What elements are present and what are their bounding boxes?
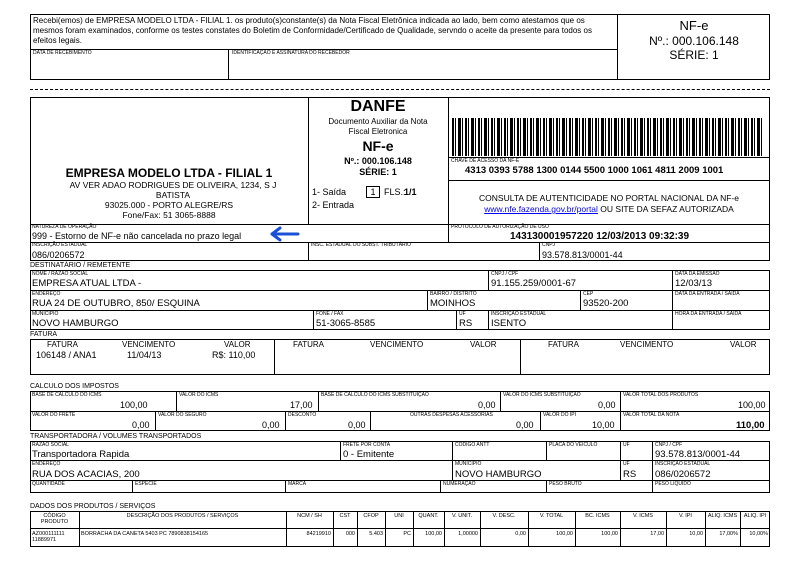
header-v2	[448, 97, 449, 225]
dest-h1	[30, 290, 770, 291]
fatura-v2	[520, 339, 521, 375]
tr-cnpj-label: CNPJ / CPF	[655, 442, 683, 448]
outras-value: 0,00	[516, 420, 534, 430]
dest-v-fone	[313, 310, 314, 330]
produtos-section: DADOS DOS PRODUTOS / SERVIÇOS	[30, 503, 156, 510]
ie-value: 086/0206572	[32, 250, 85, 260]
canhoto-nfe-title: NF-e	[679, 18, 709, 33]
dest-cnpj-value: 91.155.259/0001-67	[491, 278, 577, 289]
tr-uf2-label: UF	[623, 461, 630, 467]
canhoto-nfe-number: Nº.: 000.106.148	[649, 34, 739, 48]
icms-st-value: 0,00	[598, 400, 616, 410]
emitente-address: AV VER ADAO RODRIGUES DE OLIVEIRA, 1234, S J BATISTA	[69, 180, 277, 200]
dest-v-cnpj	[488, 270, 489, 290]
identificacao-label: IDENTIFICAÇÃO E ASSINATURA DO RECEBEDOR	[232, 50, 350, 56]
dest-ie-value: ISENTO	[491, 318, 527, 329]
danfe-fls-label: FLS.:	[384, 187, 406, 197]
produtos-header-aliqipi: ALIQ. IPI	[743, 513, 767, 519]
natureza-div	[448, 224, 449, 243]
tr-peso-liq-label: PESO LÍQUIDO	[655, 481, 691, 487]
tr-qtd-label: QUANTIDADE	[32, 481, 65, 487]
tr-v10	[546, 480, 547, 493]
data-recebimento-label: DATA DE RECEBIMENTO	[33, 50, 92, 56]
dest-fone-label: FONE / FAX	[316, 311, 344, 317]
tr-municipio-label: MUNICÍPIO	[455, 461, 482, 467]
produtos-cell-ncm: 84219910	[306, 531, 331, 537]
dest-section: DESTINATÁRIO / REMETENTE	[30, 262, 131, 269]
dest-nome-label: NOME / RAZÃO SOCIAL	[32, 271, 89, 277]
total-prod-value: 100,00	[738, 400, 766, 410]
header-v1	[308, 97, 309, 225]
dest-municipio-label: MUNICÍPIO	[32, 311, 59, 317]
tr-municipio-value: NOVO HAMBURGO	[455, 469, 542, 480]
ipi-value: 10,00	[592, 420, 615, 430]
tr-v7	[132, 480, 133, 493]
icms-label: VALOR DO ICMS	[179, 392, 219, 398]
tr-ie-value: 086/0206572	[655, 469, 711, 480]
tr-numeracao-label: NUMERAÇÃO	[443, 481, 476, 487]
fatura-h7: FATURA	[548, 340, 579, 349]
impostos-section: CALCULO DOS IMPOSTOS	[30, 383, 119, 390]
dest-h2	[30, 310, 770, 311]
dest-bairro-value: MOINHOS	[430, 298, 476, 309]
produtos-h	[30, 528, 770, 529]
canhoto-vline	[228, 49, 229, 80]
dest-v-ie	[488, 310, 489, 330]
dest-municipio-value: NOVO HAMBURGO	[32, 318, 119, 329]
dest-endereco-value: RUA 24 DE OUTUBRO, 850/ ESQUINA	[32, 298, 200, 309]
tr-v5	[652, 441, 653, 480]
tr-v11	[652, 480, 653, 493]
tr-v1	[340, 441, 341, 460]
tr-v8	[285, 480, 286, 493]
tr-frete-label: FRETE POR CONTA	[343, 442, 391, 448]
danfe-tipo-box: 1	[366, 186, 380, 198]
produtos-header-ncm: NCM / SH	[297, 513, 322, 519]
tr-frete-value: 0 - Emitente	[343, 449, 395, 460]
dest-ie-label: INSCRIÇÃO ESTADUAL	[491, 311, 547, 317]
imp-v3	[500, 391, 501, 411]
produtos-header-bcicms: BC. ICMS	[585, 513, 610, 519]
danfe-number: Nº.: 000.106.148	[344, 156, 412, 166]
produtos-header-descricao: DESCRIÇÃO DOS PRODUTOS / SERVIÇOS	[126, 513, 239, 519]
produtos-cell-vipi: 10,00	[689, 531, 703, 537]
natureza-value: 999 - Estorno de NF-e não cancelada no prazo legal	[32, 231, 242, 241]
desconto-value: 0,00	[348, 420, 366, 430]
total-nota-value: 110,00	[736, 420, 765, 431]
dest-v-date	[672, 270, 673, 330]
receipt-text: Recebi(emos) de EMPRESA MODELO LTDA - FILIAL 1. os produto(s)constante(s) da Nota Fiscal Eletrônica indicada ao lado, bem como atestamos que os mesmos foram examinados, conforme os testes constates do Boletim de Conformidade/Certificado de Qualidade, servndo o aceite da presente para todos os efeitos legais.	[33, 16, 592, 45]
consulta-line2	[450, 204, 768, 214]
produtos-header-codigo: CÓDIGO PRODUTO	[40, 513, 69, 525]
produtos-cell-vtotal: 100,00	[556, 531, 573, 537]
dest-cnpj-label: CNPJ / CPF	[491, 271, 519, 277]
produtos-cell-codigo: AZ000111111 11889971	[32, 531, 65, 543]
fatura-v-valor: R$: 110,00	[212, 350, 256, 360]
chave-value: 4313 0393 5788 1300 0144 5500 1000 1061 4811 2009 1001	[465, 165, 724, 176]
produtos-cell-uni: PC	[403, 531, 411, 537]
consulta-suffix: OU SITE DA SEFAZ AUTORIZADA	[597, 204, 734, 214]
tr-antt-label: CÓDIGO ANTT	[455, 442, 490, 448]
dest-endereco-label: ENDEREÇO	[32, 291, 61, 297]
tr-ie-label: INSCRIÇÃO ESTADUAL	[655, 461, 711, 467]
fatura-h2: VENCIMENTO	[122, 340, 176, 349]
danfe-title: DANFE	[350, 98, 406, 115]
tr-marca-label: MARCA	[288, 481, 307, 487]
bc-st-label: BASE DE CÁLCULO DO ICMS SUBSTITUIÇÃO	[321, 392, 429, 398]
fatura-h5: VENCIMENTO	[370, 340, 424, 349]
dest-v-bairro	[427, 290, 428, 310]
produtos-cell-vunit: 1,00000	[458, 531, 478, 537]
dest-cep-label: CEP	[583, 291, 594, 297]
barcode	[452, 118, 762, 156]
frete-value: 0,00	[132, 420, 150, 430]
imp-v1	[176, 391, 177, 411]
seguro-label: VALOR DO SEGURO	[158, 412, 207, 418]
total-nota-label: VALOR TOTAL DA NOTA	[623, 412, 680, 418]
produtos-header-vdesc: V. DESC.	[492, 513, 516, 519]
danfe-nfe: NF-e	[362, 138, 394, 154]
frete-label: VALOR DO FRETE	[32, 412, 76, 418]
fatura-h8: VENCIMENTO	[620, 340, 674, 349]
ie-label: INSCRIÇÃO ESTADUAL	[32, 242, 88, 248]
tr-uf2-value: RS	[623, 469, 637, 480]
consulta-link[interactable]: www.nfe.fazenda.gov.br/portal	[484, 204, 598, 214]
outras-label: OUTRAS DESPESAS ACESSÓRIAS	[410, 412, 493, 418]
danfe-entrada: 2- Entrada	[312, 200, 355, 210]
tr-endereco-label: ENDEREÇO	[32, 461, 61, 467]
ie-div2	[539, 242, 540, 261]
dest-bairro-label: BAIRRO / DISTRITO	[430, 291, 477, 297]
produtos-header-aliqicms: ALIQ. ICMS	[707, 513, 738, 519]
icms-st-label: VALOR DO ICMS SUBSTITUIÇÃO	[503, 392, 581, 398]
fatura-v1	[274, 339, 275, 375]
fatura-h4: FATURA	[293, 340, 324, 349]
tr-cnpj-value: 93.578.813/0001-44	[655, 449, 741, 460]
imp-v2	[318, 391, 319, 411]
natureza-label: NATUREZA DE OPERAÇÃO	[32, 224, 97, 230]
dest-uf-value: RS	[459, 318, 473, 329]
seguro-value: 0,00	[262, 420, 280, 430]
produtos-cell-bcicms: 100,00	[601, 531, 618, 537]
imp-v4	[620, 391, 621, 431]
produtos-header-vipi: V. IPI	[679, 513, 692, 519]
tr-uf-label: UF	[623, 442, 630, 448]
danfe-fls-value: 1/1	[404, 187, 417, 197]
canhoto-nfe-serie: SÉRIE: 1	[669, 48, 719, 62]
emitente-city: 93025.000 - PORTO ALEGRE/RS	[104, 200, 234, 210]
tr-v9	[440, 480, 441, 493]
dest-emissao-value: 12/03/13	[675, 278, 712, 289]
chave-label: CHAVE DE ACESSO DA NF-E	[451, 158, 520, 164]
protocolo-value: 143130001957220 12/03/2013 09:32:39	[510, 231, 690, 242]
tr-placa-label: PLACA DO VEÍCULO	[549, 442, 598, 448]
tr-especie-label: ESPÉCIE	[135, 481, 157, 487]
produtos-cell-cst: 000	[345, 531, 355, 537]
tr-razao-label: RAZÃO SOCIAL	[32, 442, 69, 448]
fatura-h6: VALOR	[470, 340, 497, 349]
dest-v-cep	[580, 290, 581, 310]
tr-peso-bruto-label: PESO BRUTO	[549, 481, 582, 487]
consulta-line1: CONSULTA DE AUTENTICIDADE NO PORTAL NACIONAL DA NF-e	[479, 193, 739, 203]
ie-st-label: INSC. ESTADUAL DO SUBST. TRIBUTÁRIO	[311, 242, 411, 248]
cnpj-label: CNPJ	[542, 242, 556, 248]
produtos-header-quant: QUANT.	[418, 513, 439, 519]
emitente-name: EMPRESA MODELO LTDA - FILIAL 1	[65, 166, 273, 180]
dest-fone-value: 51-3065-8585	[316, 318, 376, 329]
produtos-header-vunit: V. UNIT.	[452, 513, 472, 519]
produtos-header-vtotal: V. TOTAL	[539, 513, 564, 519]
dest-hora-label: HORA DA ENTRADA / SAÍDA	[675, 311, 742, 317]
produtos-header-cst: CST	[339, 513, 351, 519]
produtos-cell-vdesc: 0,00	[515, 531, 526, 537]
fatura-h1: FATURA	[47, 340, 78, 349]
cnpj-value: 93.578.813/0001-44	[542, 250, 623, 260]
produtos-cell-quant: 100,00	[425, 531, 442, 537]
imp-v6	[285, 411, 286, 431]
ie-div1	[308, 242, 309, 261]
fatura-h9: VALOR	[730, 340, 757, 349]
produtos-cell-aliqicms: 17,00%	[719, 531, 738, 537]
imp-v8	[540, 411, 541, 431]
produtos-header-uni: UNI	[394, 513, 404, 519]
desconto-label: DESCONTO	[288, 412, 317, 418]
tr-v2	[452, 441, 453, 460]
tr-razao-value: Transportadora Rapida	[32, 449, 130, 460]
total-prod-label: VALOR TOTAL DOS PRODUTOS	[623, 392, 699, 398]
chave-bottom	[448, 180, 770, 181]
bc-icms-value: 100,00	[120, 400, 148, 410]
bc-icms-label: BASE DE CÁLCULO DO ICMS	[32, 392, 102, 398]
tr-endereco-value: RUA DOS ACACIAS, 200	[32, 469, 140, 480]
produtos-header-vicms: V. ICMS	[633, 513, 653, 519]
danfe-saida: 1- Saída	[312, 187, 347, 197]
produtos-header-cfop: CFOP	[363, 513, 379, 519]
transp-section: TRANSPORTADORA / VOLUMES TRANSPORTADOS	[30, 433, 202, 440]
dest-v-uf	[456, 310, 457, 330]
produtos-cell-aliqipi: 10,00%	[749, 531, 768, 537]
fatura-v-fatura: 106148 / ANA1	[36, 350, 97, 360]
fatura-v-venc: 11/04/13	[127, 350, 162, 360]
danfe-subtitle: Documento Auxiliar da Nota Fiscal Eletronica	[328, 117, 428, 136]
bc-st-value: 0,00	[478, 400, 496, 410]
imp-v7	[370, 411, 371, 431]
dest-cep-value: 93520-200	[583, 298, 629, 309]
cut-line	[30, 89, 770, 90]
produtos-cell-cfop: 5.403	[369, 531, 383, 537]
protocolo-label: PROTOCOLO DE AUTORIZAÇÃO DE USO	[451, 224, 549, 230]
fatura-h3: VALOR	[224, 340, 251, 349]
imp-v5	[155, 411, 156, 431]
tr-v4	[620, 441, 621, 480]
tr-v6	[452, 460, 453, 480]
emitente-phone: Fone/Fax: 51 3065-8888	[122, 210, 216, 220]
dest-entrada-label: DATA DA ENTRADA / SAÍDA	[675, 291, 740, 297]
dest-uf-label: UF	[459, 311, 466, 317]
fatura-section: FATURA	[30, 331, 58, 338]
ipi-label: VALOR DO IPI	[543, 412, 576, 418]
icms-value: 17,00	[290, 400, 313, 410]
dest-nome-value: EMPRESA ATUAL LTDA -	[32, 278, 142, 289]
danfe-serie: SÉRIE: 1	[359, 167, 397, 177]
produtos-cell-descricao: BORRACHA DA CANETA 5403 PC 7890838154165	[81, 531, 209, 537]
produtos-cell-vicms: 17,00	[650, 531, 664, 537]
arrow-left-icon	[270, 226, 300, 242]
tr-v3	[546, 441, 547, 460]
dest-emissao-label: DATA DA EMISSÃO	[675, 271, 720, 277]
